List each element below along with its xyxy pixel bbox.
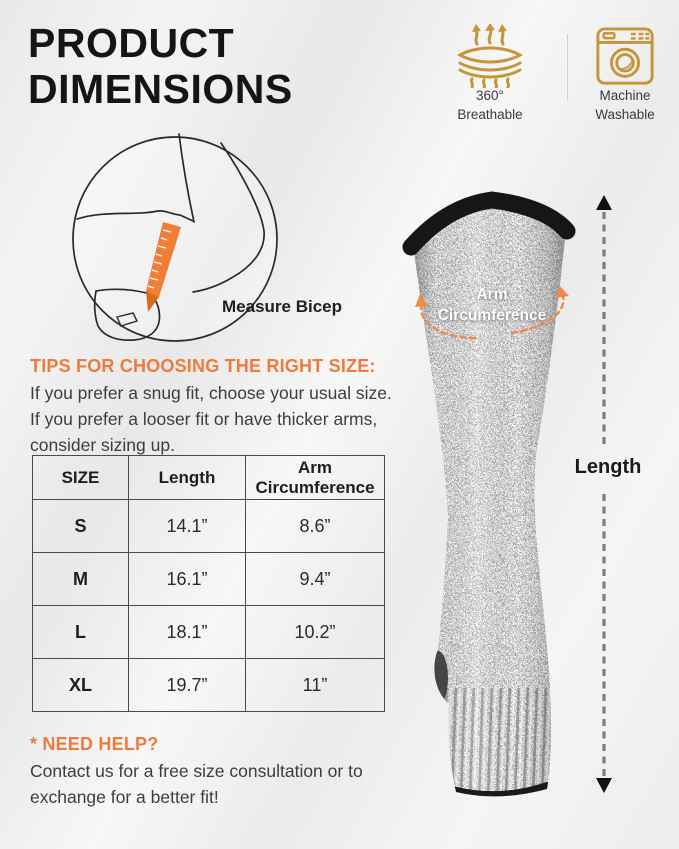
table-row xyxy=(33,659,385,712)
table-header-row xyxy=(33,456,385,500)
cell-size: M xyxy=(33,553,129,606)
length-measurement-line xyxy=(596,195,612,793)
illustration-caption: Measure Bicep xyxy=(222,297,342,316)
size-chart-table xyxy=(32,455,385,712)
table-row xyxy=(33,500,385,553)
table-row xyxy=(33,553,385,606)
cell-size: S xyxy=(33,500,129,553)
breathable-icon xyxy=(450,24,530,88)
arm-sleeve-product-image xyxy=(390,180,679,812)
col-header-arm-circumference: Arm Circumference xyxy=(246,456,385,500)
cell-arm: 8.6” xyxy=(246,500,385,553)
cell-length: 19.7” xyxy=(129,659,246,712)
bicep-measurement-illustration xyxy=(60,125,290,355)
need-help-heading: * NEED HELP? xyxy=(30,734,159,754)
help-line-2: exchange for a better fit! xyxy=(30,787,219,807)
feature-breathable-label xyxy=(442,86,538,124)
cell-length: 18.1” xyxy=(129,606,246,659)
cell-arm: 9.4” xyxy=(246,553,385,606)
cell-length: 16.1” xyxy=(129,553,246,606)
feature-breathable-label-line1: 360° xyxy=(476,88,504,103)
arm-circumference-label-line1: Arm xyxy=(476,286,508,303)
page-title-line1: PRODUCT xyxy=(28,20,235,66)
feature-washable xyxy=(594,26,656,93)
cell-size: XL xyxy=(33,659,129,712)
cell-size: L xyxy=(33,606,129,659)
cell-arm: 10.2” xyxy=(246,606,385,659)
tips-heading: TIPS FOR CHOOSING THE RIGHT SIZE: xyxy=(30,356,376,376)
feature-breathable-label-line2: Breathable xyxy=(457,107,523,122)
feature-washable-label xyxy=(577,86,673,124)
col-header-size: SIZE xyxy=(33,456,129,500)
feature-divider xyxy=(567,34,568,100)
col-header-length: Length xyxy=(129,456,246,500)
cell-length: 14.1” xyxy=(129,500,246,553)
arm-circumference-label-line2: Circumference xyxy=(437,307,547,324)
page-title-line2: DIMENSIONS xyxy=(28,66,293,112)
cell-arm: 11” xyxy=(246,659,385,712)
arm-circumference-label xyxy=(428,284,556,326)
tips-line-1: If you prefer a snug fit, choose your usual size. xyxy=(30,383,392,403)
tips-line-2: If you prefer a looser fit or have thicker arms, xyxy=(30,409,378,429)
tips-line-3: consider sizing up. xyxy=(30,435,175,455)
length-label: Length xyxy=(574,456,642,478)
washing-machine-icon xyxy=(594,26,656,88)
feature-washable-label-line2: Washable xyxy=(595,107,655,122)
help-line-1: Contact us for a free size consultation or to xyxy=(30,761,363,781)
page-title xyxy=(28,20,293,112)
feature-washable-label-line1: Machine xyxy=(599,88,651,103)
feature-breathable xyxy=(450,24,530,93)
table-row xyxy=(33,606,385,659)
